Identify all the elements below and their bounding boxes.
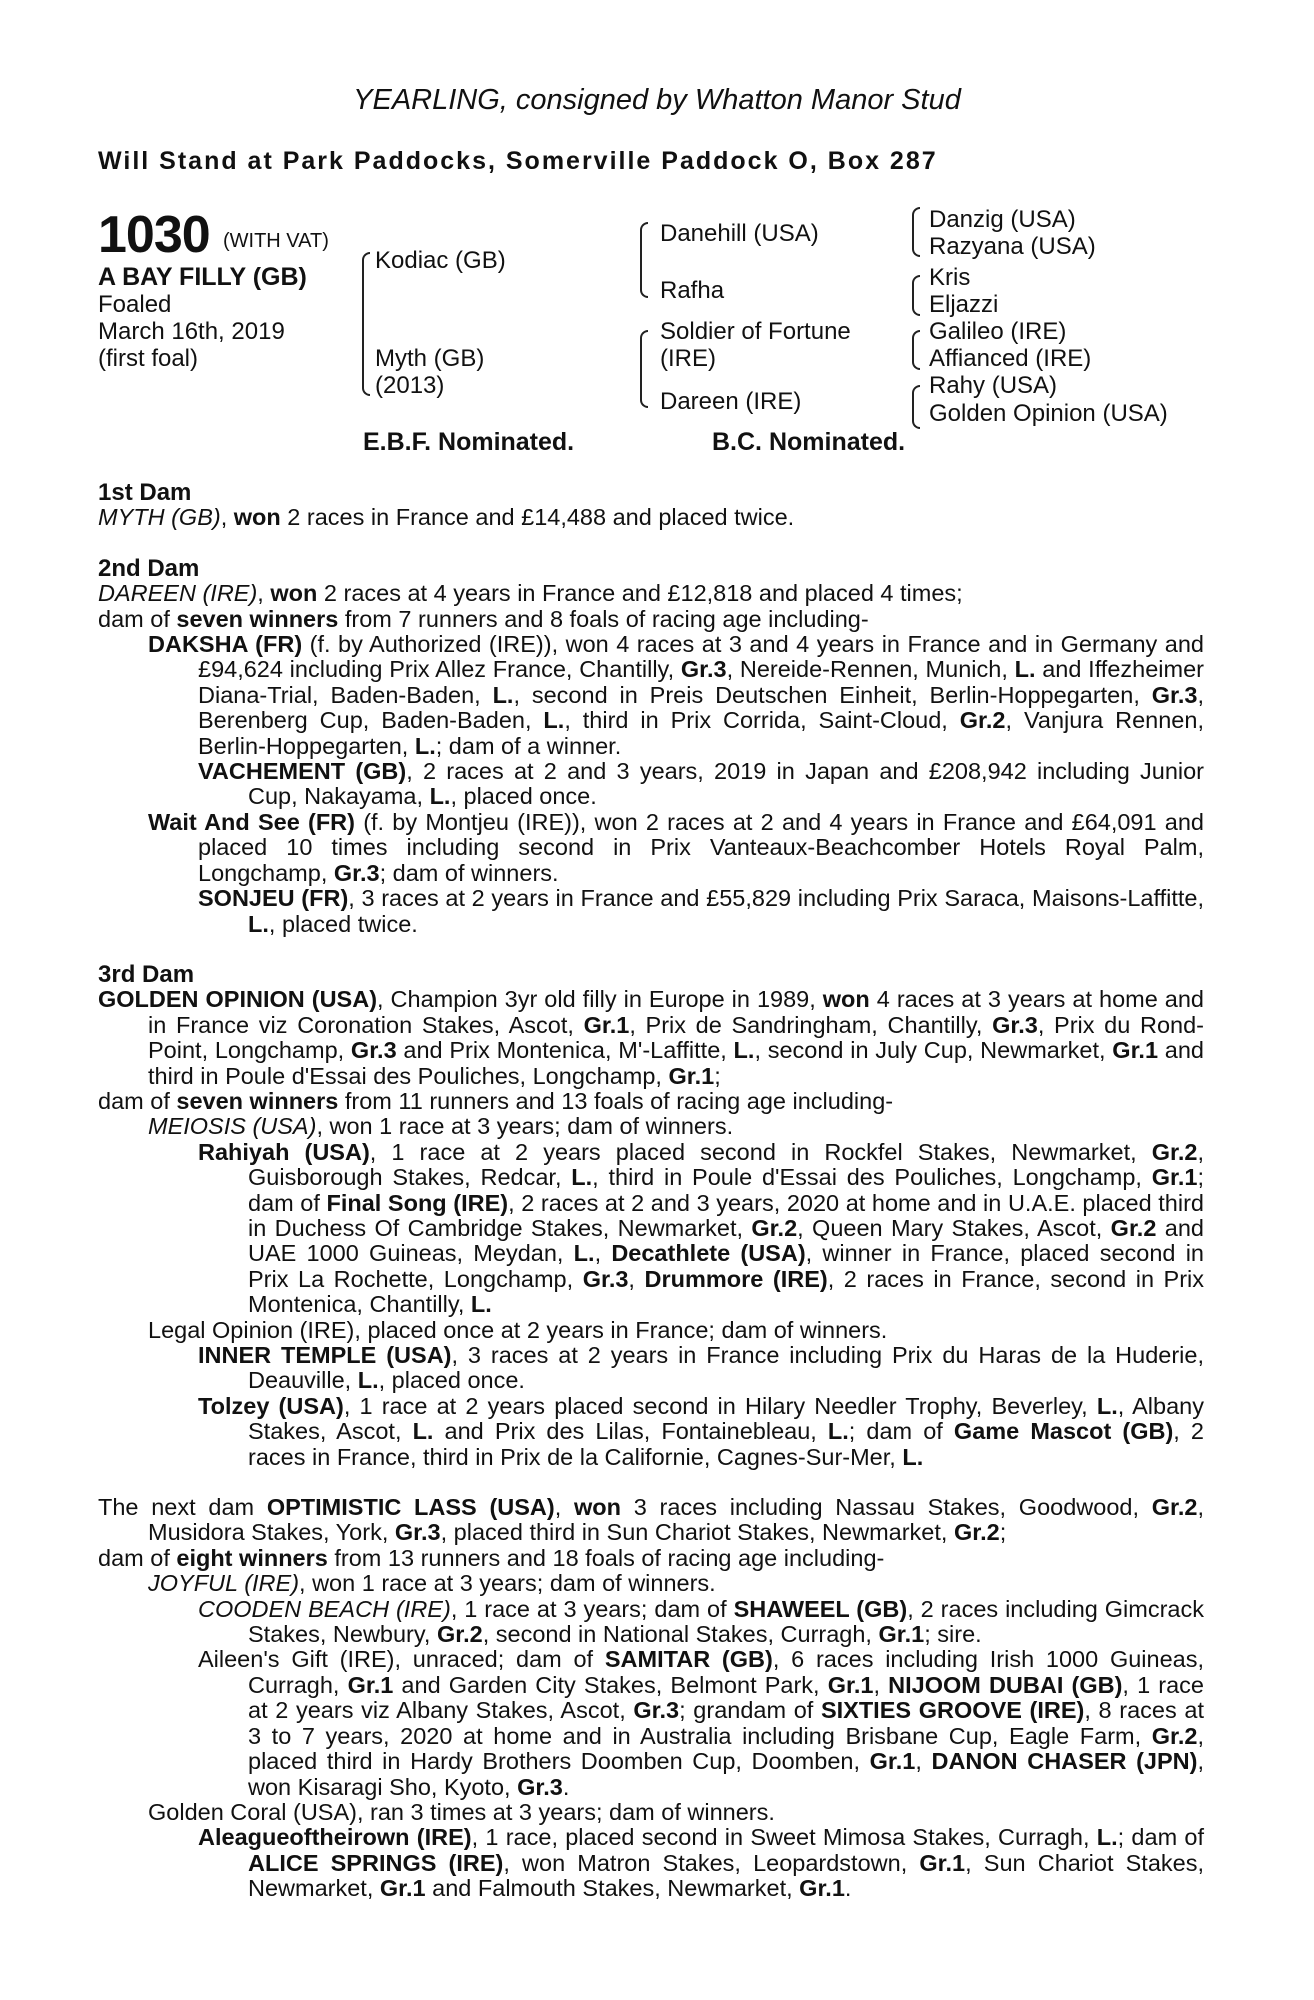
first-dam-entry: MYTH (GB), won 2 races in France and £14,488 and placed twice.: [98, 504, 795, 531]
ebf-nomination: E.B.F. Nominated.: [363, 428, 575, 456]
dam-sire-origin: (IRE): [660, 345, 716, 372]
sire-dam: Rafha: [660, 277, 725, 304]
third-dam-heading: 3rd Dam: [98, 960, 195, 988]
foaled-label: Foaled: [98, 291, 172, 318]
dam-sire: Soldier of Fortune: [660, 318, 851, 345]
next-dam-entry: The next dam OPTIMISTIC LASS (USA), won 3 races including Nassau Stakes, Goodwood, Gr.2, Musidora Stakes, York, Gr.3, placed third in Sun Chariot Stakes, Newmarket, Gr.2;: [98, 1494, 1204, 1546]
produce-joyful: JOYFUL (IRE), won 1 race at 3 years; dam of winners.: [148, 1570, 716, 1597]
produce-sonjeu: SONJEU (FR), 3 races at 2 years in France and £55,829 including Prix Saraca, Maisons-Laffitte, L., placed twice.: [198, 885, 1204, 937]
produce-vachement: VACHEMENT (GB), 2 races at 2 and 3 years, 2019 in Japan and £208,942 including Junior Cup, Nakayama, L., placed once.: [198, 758, 1205, 810]
ssd: Razyana (USA): [929, 233, 1096, 260]
produce-meiosis: MEIOSIS (USA), won 1 race at 3 years; dam of winners.: [148, 1113, 734, 1140]
dam-dam: Dareen (IRE): [660, 388, 802, 415]
dsd: Affianced (IRE): [929, 345, 1092, 372]
next-dam-produce: dam of eight winners from 13 runners and 18 foals of racing age including-: [98, 1544, 885, 1571]
pedigree-brace: [912, 385, 920, 429]
dam-year: (2013): [375, 372, 445, 399]
produce-rahiyah: Rahiyah (USA), 1 race at 2 years placed second in Rockfel Stakes, Newmarket, Gr.2, Guisborough Stakes, Redcar, L., third in Poule d'Essai des Pouliches, Longchamp, Gr.1; dam of Final Song (IRE), 2 races at 2 and 3 years, 2020 at home and in U.A.E. placed third in Duchess Of Cambridge Stakes, Newmarket, Gr.2, Queen Mary Stakes, Ascot, Gr.2 and UAE 1000 Guineas, Meydan, L., Decathlete (USA), winner in France, placed second in Prix La Rochette, Longchamp, Gr.3, Drummore (IRE), 2 races in France, second in Prix Montenica, Chantilly, L.: [198, 1138, 1205, 1318]
second-dam-entry: DAREEN (IRE), won 2 races at 4 years in France and £12,818 and placed 4 times;: [98, 580, 963, 607]
dds: Rahy (USA): [929, 372, 1058, 399]
ddd: Golden Opinion (USA): [929, 400, 1168, 427]
vat-label: (WITH VAT): [223, 230, 329, 252]
stand-location: Will Stand at Park Paddocks, Somerville Paddock O, Box 287: [98, 147, 938, 175]
bc-nomination: B.C. Nominated.: [712, 428, 906, 456]
lot-number: 1030: [98, 206, 210, 264]
horse-name: A BAY FILLY (GB): [98, 263, 307, 291]
third-dam-entry: GOLDEN OPINION (USA), Champion 3yr old filly in Europe in 1989, won 4 races at 3 years at home and in France viz Coronation Stakes, Ascot, Gr.1, Prix de Sandringham, Chantilly, Gr.3, Prix du Rond-Point, Longchamp, Gr.3 and Prix Montenica, M'-Laffitte, L., second in July Cup, Newmarket, Gr.1 and third in Poule d'Essai des Pouliches, Longchamp, Gr.1;: [98, 986, 1204, 1089]
produce-cooden-beach: COODEN BEACH (IRE), 1 race at 3 years; dam of SHAWEEL (GB), 2 races including Gimcrack Stakes, Newbury, Gr.2, second in National Stakes, Curragh, Gr.1; sire.: [198, 1595, 1204, 1648]
catalogue-body: [98, 480, 1204, 1902]
third-dam-produce: dam of seven winners from 11 runners and 13 foals of racing age including-: [98, 1087, 894, 1114]
second-dam-heading: 2nd Dam: [98, 554, 200, 582]
pedigree-brace: [912, 275, 920, 316]
second-dam-produce: dam of seven winners from 7 runners and 8 foals of racing age including-: [98, 605, 869, 632]
dam: Myth (GB): [375, 345, 485, 372]
produce-daksha: DAKSHA (FR) (f. by Authorized (IRE)), won 4 races at 3 and 4 years in France and in Germany and £94,624 including Prix Allez France, Chantilly, Gr.3, Nereide-Rennen, Munich, L. and Iffezheimer Diana-Trial, Baden-Baden, L., second in Preis Deutschen Einheit, Berlin-Hoppegarten, Gr.3, Berenberg Cup, Baden-Baden, L., third in Prix Corrida, Saint-Cloud, Gr.2, Vanjura Rennen, Berlin-Hoppegarten, L.; dam of a winner.: [148, 631, 1204, 759]
produce-legal-opinion: Legal Opinion (IRE), placed once at 2 years in France; dam of winners.: [148, 1316, 888, 1343]
pedigree-brace: [912, 207, 920, 257]
pedigree-brace: [362, 252, 370, 396]
pedigree-brace: [640, 330, 648, 408]
dss: Galileo (IRE): [929, 318, 1067, 345]
page-title: YEARLING, consigned by Whatton Manor Stud: [353, 84, 961, 116]
pedigree-brace: [640, 222, 648, 298]
foal-note: (first foal): [98, 345, 199, 372]
first-dam-heading: 1st Dam: [98, 479, 192, 506]
sds: Kris: [929, 264, 971, 291]
produce-aleagueoftheirown: Aleagueoftheirown (IRE), 1 race, placed second in Sweet Mimosa Stakes, Curragh, L.; dam of ALICE SPRINGS (IRE), won Matron Stakes, Leopardstown, Gr.1, Sun Chariot Stakes, Newmarket, Gr.1 and Falmouth Stakes, Newmarket, Gr.1.: [198, 1824, 1205, 1902]
sss: Danzig (USA): [929, 206, 1076, 233]
produce-inner-temple: INNER TEMPLE (USA), 3 races at 2 years in France including Prix du Haras de la Huderie, Deauville, L., placed once.: [198, 1342, 1204, 1394]
produce-golden-coral: Golden Coral (USA), ran 3 times at 3 years; dam of winners.: [148, 1798, 775, 1825]
foaled-date: March 16th, 2019: [98, 318, 285, 345]
produce-wait-and-see: Wait And See (FR) (f. by Montjeu (IRE)), won 2 races at 2 and 4 years in France and £64,091 and placed 10 times including second in Prix Vanteaux-Beachcomber Hotels Royal Palm, Longchamp, Gr.3; dam of winners.: [148, 808, 1204, 886]
sdd: Eljazzi: [929, 291, 999, 318]
sire-sire: Danehill (USA): [660, 220, 819, 247]
produce-aileens-gift: Aileen's Gift (IRE), unraced; dam of SAMITAR (GB), 6 races including Irish 1000 Guineas, Curragh, Gr.1 and Garden City Stakes, Belmont Park, Gr.1, NIJOOM DUBAI (GB), 1 race at 2 years viz Albany Stakes, Ascot, Gr.3; grandam of SIXTIES GROOVE (IRE), 8 races at 3 to 7 years, 2020 at home and in Australia including Brisbane Cup, Eagle Farm, Gr.2, placed third in Hardy Brothers Doomben Cup, Doomben, Gr.1, DANON CHASER (JPN), won Kisaragi Sho, Kyoto, Gr.3.: [198, 1646, 1205, 1800]
pedigree-brace: [912, 330, 920, 370]
produce-tolzey: Tolzey (USA), 1 race at 2 years placed second in Hilary Needler Trophy, Beverley, L., Albany Stakes, Ascot, L. and Prix des Lilas, Fontainebleau, L.; dam of Game Mascot (GB), 2 races in France, third in Prix de la Californie, Cagnes-Sur-Mer, L.: [198, 1392, 1204, 1470]
sire: Kodiac (GB): [375, 247, 506, 274]
